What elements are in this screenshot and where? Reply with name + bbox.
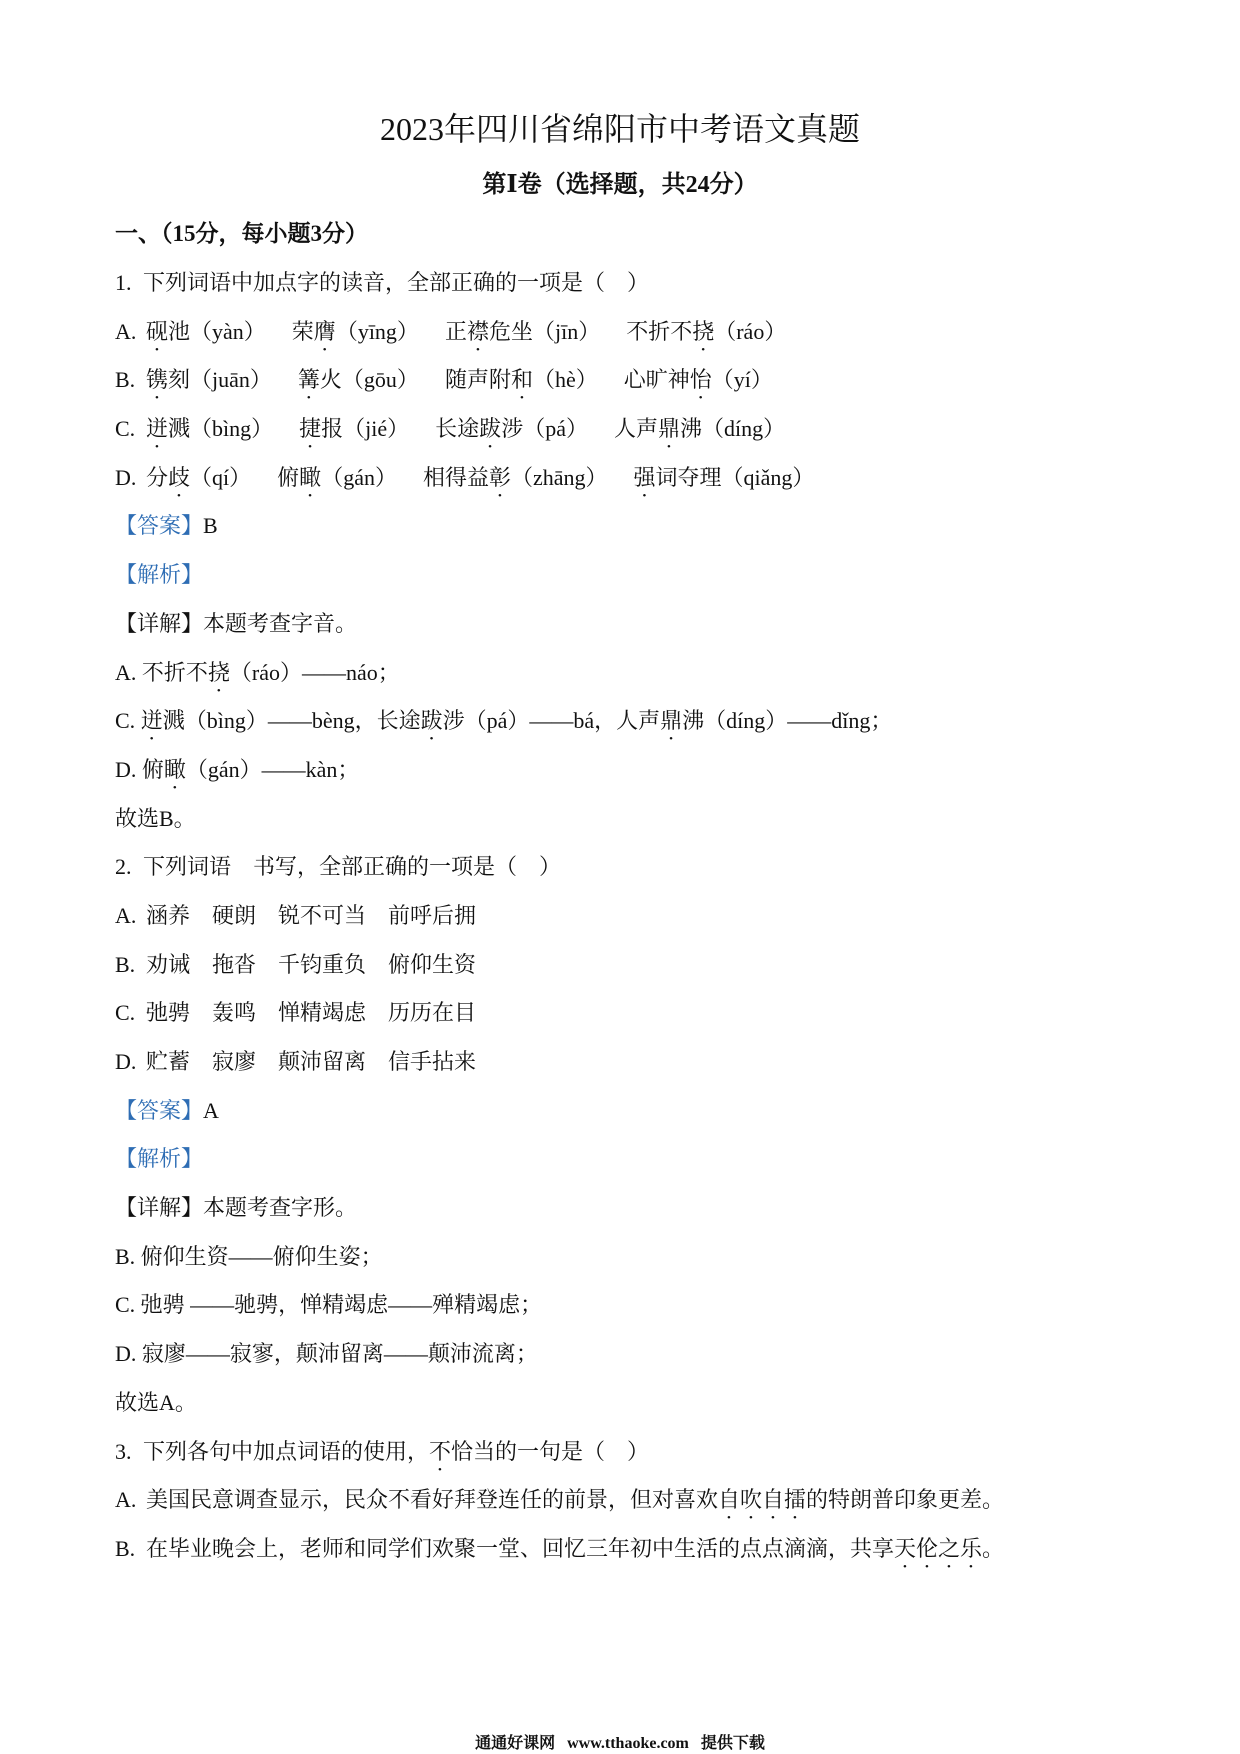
text-segment: 颠沛留离: [278, 1049, 367, 1074]
emphasized-text: 捷: [299, 416, 322, 442]
emphasized-text: 镌: [146, 367, 169, 393]
option-b: [115, 941, 1175, 990]
text-segment: 分: [146, 464, 169, 490]
text-segment: A. 不折不: [115, 659, 208, 685]
detail-line: [115, 1281, 1175, 1330]
option-label: B.: [115, 367, 136, 393]
emphasized-text: 挠: [207, 659, 230, 685]
emphasized-text: 怡: [689, 367, 712, 393]
option-item: [146, 1487, 1004, 1512]
text-segment: 俯: [277, 464, 300, 490]
option-item: [423, 465, 608, 490]
text-segment: 人声: [613, 416, 658, 442]
question-stem: [115, 259, 1175, 308]
emphasized-text: 瞰: [299, 464, 322, 490]
text-segment: （yí）: [711, 367, 773, 393]
option-item: [298, 367, 419, 392]
text-segment: 千钧重负: [278, 951, 367, 977]
option-item: [146, 416, 273, 441]
text-segment: D. 俯: [115, 756, 164, 782]
question-stem: [115, 843, 1175, 892]
option-c: [115, 989, 1175, 1038]
option-item: [435, 416, 588, 441]
text-segment: 贮蓄: [146, 1049, 191, 1074]
text-segment: 溅（bìng）——bèng，长途: [162, 708, 421, 734]
text-segment: （ráo）: [714, 318, 787, 344]
section-heading: 一、（15分，每小题3分）: [115, 221, 368, 246]
text-segment: 恰当的一句是（ ）: [451, 1438, 650, 1464]
option-item: [388, 1049, 476, 1074]
answer-label: 【答案】: [115, 513, 204, 539]
option-d: [115, 454, 1175, 503]
text-segment: 寂廖: [212, 1049, 257, 1074]
text-segment: （zhāng）: [510, 464, 608, 490]
option-item: [212, 952, 256, 977]
text-segment: 词夺理（qiǎng）: [655, 464, 815, 490]
conclusion-line: 故选B。: [115, 805, 196, 831]
option-a: [115, 1476, 1175, 1525]
text-segment: 涵养: [146, 902, 191, 928]
text-segment: 正: [444, 318, 467, 344]
option-item: [146, 1000, 190, 1025]
option-item: [146, 1536, 1004, 1561]
text-segment: 前呼后拥: [388, 902, 477, 928]
option-item: [624, 367, 773, 392]
option-a: [115, 308, 1175, 357]
text-segment: C. 弛骋 ——驰骋，惮精竭虑——殚精竭虑；: [115, 1292, 543, 1318]
text-segment: 池（yàn）: [168, 318, 266, 344]
option-item: [614, 416, 785, 441]
detail-line: [115, 746, 1175, 795]
text-segment: 沸（díng）: [679, 416, 786, 442]
text-segment: 硬朗: [212, 902, 257, 928]
option-label: B.: [115, 951, 136, 977]
option-item: [626, 319, 786, 344]
text-segment: 不折不: [626, 318, 693, 344]
detail-line: [115, 649, 1175, 698]
page-footer: 通通好课网 www.tthaoke.com 提供下载: [475, 1735, 765, 1752]
text-segment: 报（jié）: [321, 416, 410, 442]
text-segment: 轰鸣: [212, 1000, 257, 1026]
option-b: [115, 1525, 1175, 1574]
text-segment: 惮精竭虑: [278, 1000, 367, 1026]
text-segment: 弛骋: [146, 1000, 191, 1026]
emphasized-text: 歧: [168, 464, 191, 490]
analysis-line: [115, 1135, 1175, 1184]
emphasized-text: 鼎: [657, 416, 680, 442]
emphasized-text: 襟: [466, 318, 489, 344]
option-item: [388, 903, 476, 928]
text-segment: 在毕业晚会上，老师和同学们欢聚一堂、回忆三年初中生活的点点滴滴，共享: [146, 1535, 895, 1561]
option-label: C.: [115, 1000, 136, 1026]
question-stem: [115, 1428, 1175, 1477]
text-segment: 【详解】本题考查字形。: [115, 1195, 358, 1221]
text-segment: 涉（pá）——bá，人声: [442, 708, 661, 734]
option-item: [445, 367, 598, 392]
emphasized-text: 跋: [479, 416, 502, 442]
text-segment: 下列各句中加点词语的使用，: [143, 1438, 430, 1464]
option-label: D.: [115, 464, 137, 490]
text-segment: 历历在目: [388, 1000, 477, 1026]
option-item: [146, 952, 190, 977]
text-segment: B. 俯仰生资——俯仰生姿；: [115, 1243, 383, 1269]
emphasized-text: 跋: [420, 708, 443, 734]
option-item: [278, 903, 366, 928]
option-label: A.: [115, 1487, 137, 1513]
question-2: [115, 843, 1175, 1427]
question-number: 2.: [115, 854, 132, 880]
text-segment: 劝诫: [146, 951, 191, 977]
option-item: [278, 952, 366, 977]
answer-value: B: [203, 513, 218, 539]
question-number: 3.: [115, 1438, 132, 1464]
document-subtitle: 第Ⅰ卷（选择题，共24分）: [482, 172, 758, 198]
emphasized-text: 天伦之乐: [894, 1535, 983, 1561]
emphasized-text: 篝: [297, 367, 320, 393]
option-item: [146, 1049, 190, 1074]
emphasized-text: 砚: [146, 318, 169, 344]
answer-value: A: [203, 1097, 219, 1123]
option-item: [388, 952, 476, 977]
option-item: [212, 1000, 256, 1025]
text-segment: （gán）——kàn；: [185, 756, 360, 782]
text-segment: 刻（juān）: [168, 367, 272, 393]
detail-line: [115, 1233, 1175, 1282]
answer-line: [115, 502, 1175, 551]
emphasized-text: 迸: [146, 416, 169, 442]
option-item: [292, 319, 419, 344]
text-segment: 随声附: [444, 367, 511, 393]
text-segment: （yīng）: [335, 318, 419, 344]
option-item: [146, 465, 251, 490]
emphasized-text: 不: [429, 1438, 452, 1464]
option-label: A.: [115, 902, 137, 928]
text-segment: （ráo）——náo；: [229, 659, 400, 685]
option-label: D.: [115, 1049, 137, 1074]
option-item: [146, 319, 266, 344]
option-b: [115, 356, 1175, 405]
text-segment: 火（gōu）: [319, 367, 419, 393]
detail-line: [115, 1330, 1175, 1379]
option-c: [115, 405, 1175, 454]
detail-line: [115, 697, 1175, 746]
emphasized-text: 彰: [488, 464, 511, 490]
text-segment: （gán）: [321, 464, 397, 490]
text-segment: 下列词语 书写，全部正确的一项是（ ）: [143, 854, 562, 880]
emphasized-text: 瞰: [163, 756, 186, 782]
option-item: [299, 416, 409, 441]
analysis-line: [115, 551, 1175, 600]
text-segment: 信手拈来: [388, 1049, 477, 1074]
option-item: [146, 903, 190, 928]
emphasized-text: 挠: [692, 318, 715, 344]
text-segment: 溅（bìng）: [168, 416, 274, 442]
text-segment: 沸（díng）——dǐng；: [682, 708, 893, 734]
question-list: [115, 259, 1175, 1574]
emphasized-text: 自吹自擂: [718, 1487, 807, 1513]
option-item: [277, 465, 397, 490]
text-segment: （hè）: [532, 367, 598, 393]
text-segment: C.: [115, 708, 141, 734]
analysis-label: 【解析】: [115, 562, 204, 588]
answer-label: 【答案】: [115, 1097, 204, 1123]
text-segment: D. 寂廖——寂寥，颠沛留离——颠沛流离；: [115, 1341, 538, 1367]
text-segment: 拖沓: [212, 951, 257, 977]
text-segment: 涉（pá）: [501, 416, 588, 442]
analysis-label: 【解析】: [115, 1146, 204, 1172]
text-segment: 。: [982, 1535, 1005, 1561]
document-title: 2023年四川省绵阳市中考语文真题: [379, 111, 860, 147]
text-segment: 锐不可当: [278, 902, 367, 928]
emphasized-text: 强: [633, 464, 656, 490]
option-a: [115, 892, 1175, 941]
text-segment: 危坐（jīn）: [488, 318, 601, 344]
text-segment: 【详解】本题考查字音。: [115, 610, 358, 636]
text-segment: 美国民意调查显示，民众不看好拜登连任的前景，但对喜欢: [146, 1487, 719, 1513]
option-label: A.: [115, 318, 137, 344]
text-segment: 长途: [435, 416, 480, 442]
text-segment: （qí）: [190, 464, 252, 490]
emphasized-text: 鼎: [660, 708, 683, 734]
emphasized-text: 迸: [140, 708, 163, 734]
question-1: [115, 259, 1175, 843]
option-label: B.: [115, 1535, 136, 1561]
option-item: [146, 367, 272, 392]
text-segment: 心旷神: [623, 367, 690, 393]
option-item: [212, 903, 256, 928]
question-3: [115, 1428, 1175, 1574]
text-segment: 的特朗普印象更差。: [806, 1487, 1005, 1513]
text-segment: 俯仰生资: [388, 951, 477, 977]
option-item: [634, 465, 815, 490]
question-number: 1.: [115, 270, 132, 295]
text-segment: 下列词语中加点字的读音，全部正确的一项是（ ）: [143, 270, 650, 295]
option-item: [388, 1000, 476, 1025]
text-segment: 荣: [291, 318, 314, 344]
option-item: [278, 1000, 366, 1025]
answer-line: [115, 1087, 1175, 1136]
text-segment: 相得益: [422, 464, 489, 490]
option-item: [212, 1049, 256, 1074]
detail-line: [115, 600, 1175, 649]
option-label: C.: [115, 416, 136, 442]
emphasized-text: 膺: [313, 318, 336, 344]
option-item: [278, 1049, 366, 1074]
emphasized-text: 和: [510, 367, 533, 393]
conclusion-line: 故选A。: [115, 1389, 197, 1415]
detail-line: [115, 1184, 1175, 1233]
option-d: [115, 1038, 1175, 1087]
option-item: [445, 319, 600, 344]
